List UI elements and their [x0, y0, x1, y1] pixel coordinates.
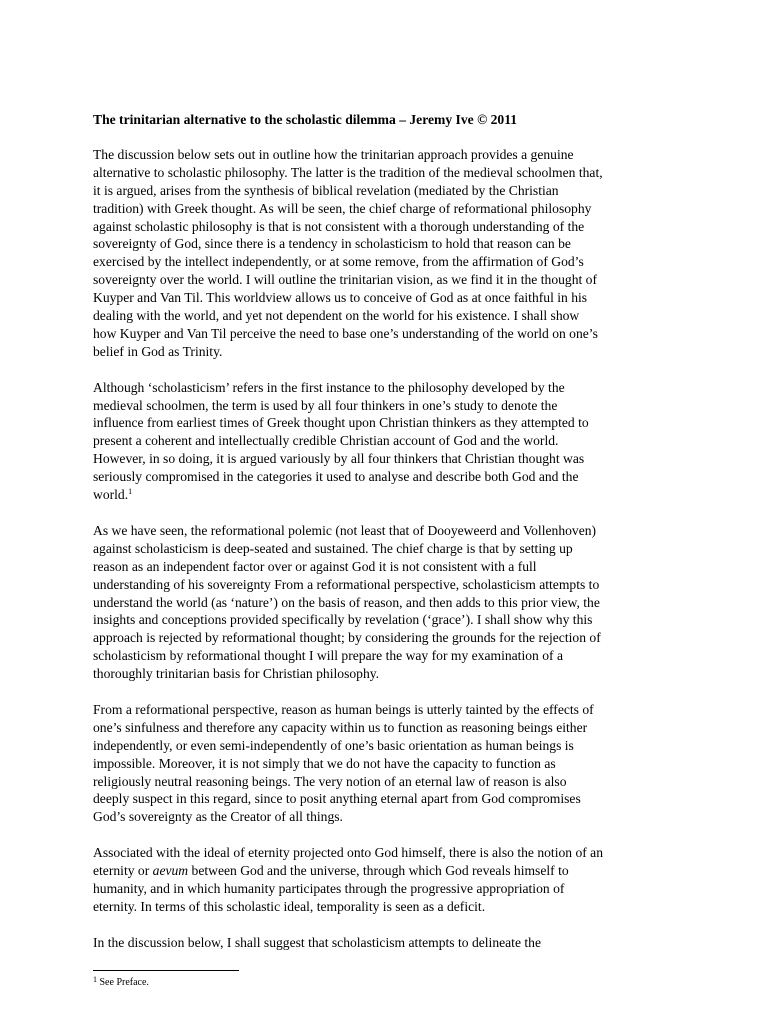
text-line: independently, or even semi-independently of one’s basic orientation as human beings is [93, 737, 574, 753]
document-title: The trinitarian alternative to the scholastic dilemma – Jeremy Ive © 2011 [93, 112, 518, 127]
text-line-with-footnote [93, 486, 683, 504]
text-fragment: eternity or [93, 863, 153, 879]
text-line: how Kuyper and Van Til perceive the need to base one’s understanding of the world on one’s [93, 325, 598, 341]
text-line: thoroughly trinitarian basis for Christian philosophy. [93, 666, 380, 682]
text-line: one’s sinfulness and therefore any capacity within us to function as reasoning beings either [93, 719, 588, 735]
text-line: exercised by the intellect independently, or at some remove, from the affirmation of God’s [93, 254, 584, 270]
text-line: present a coherent and intellectually credible Christian account of God and the world. [93, 433, 559, 449]
text-line: impossible. Moreover, it is not simply that we do not have the capacity to function as [93, 755, 556, 771]
text-line: However, in so doing, it is argued variously by all four thinkers that Christian thought was [93, 451, 585, 467]
text-line: scholasticism by reformational thought I will prepare the way for my examination of a [93, 648, 563, 664]
text-line: God’s sovereignty as the Creator of all things. [93, 809, 343, 825]
text-line: understand the world (as ‘nature’) on the basis of reason, and then adds to this prior view, the [93, 594, 600, 610]
text-line: it is argued, arises from the synthesis of biblical revelation (mediated by the Christian [93, 182, 559, 198]
paragraph-intro [93, 146, 683, 361]
text-line: tradition) with Greek thought. As will be seen, the chief charge of reformational philosophy [93, 200, 592, 216]
footnote-divider [93, 970, 239, 971]
text-line: eternity. In terms of this scholastic ideal, temporality is seen as a deficit. [93, 898, 486, 914]
text-line: Kuyper and Van Til. This worldview allows us to conceive of God as at once faithful in his [93, 290, 588, 306]
text-line: belief in God as Trinity. [93, 343, 223, 359]
text-line: alternative to scholastic philosophy. The latter is the tradition of the medieval schoolmen that, [93, 164, 603, 180]
text-line: From a reformational perspective, reason as human beings is utterly tainted by the effects of [93, 701, 594, 717]
footnote-number: 1 [93, 975, 97, 984]
footnote-text: See Preface. [99, 977, 149, 988]
text-line: sovereignty of God, since there is a tendency in scholasticism to hold that reason can be [93, 236, 571, 252]
text-line: Although ‘scholasticism’ refers in the first instance to the philosophy developed by the [93, 379, 565, 395]
text-fragment: world. [93, 487, 129, 503]
text-line: seriously compromised in the categories it used to analyse and describe both God and the [93, 469, 579, 485]
text-line: insights and conceptions provided specifically by revelation (‘grace’). I shall show why this [93, 612, 593, 628]
text-line-with-italic [93, 862, 683, 880]
paragraph-scholasticism [93, 379, 683, 504]
text-line: The discussion below sets out in outline how the trinitarian approach provides a genuine [93, 146, 574, 162]
italic-term: aevum [152, 863, 189, 879]
text-line: deeply suspect in this regard, since to posit anything eternal apart from God compromises [93, 791, 581, 807]
paragraph-reformational-polemic [93, 522, 683, 683]
footnote [93, 977, 149, 989]
text-line: humanity, and in which humanity participates through the progressive appropriation of [93, 881, 565, 896]
paragraph-eternity [93, 844, 683, 916]
text-line: dealing with the world, and yet not dependent on the world for his existence. I shall show [93, 308, 580, 324]
text-line: against scholastic philosophy is that is not consistent with a thorough understanding of the [93, 218, 585, 234]
document-page [93, 111, 683, 952]
text-line: understanding of his sovereignty From a reformational perspective, scholasticism attempts to [93, 576, 600, 592]
text-fragment: between God and the universe, through which God reveals himself to [188, 863, 569, 879]
paragraph-discussion-below [93, 934, 683, 952]
paragraph-reason-tainted [93, 701, 683, 826]
text-line: approach is rejected by reformational thought; by considering the grounds for the rejection of [93, 630, 601, 646]
text-line: influence from earliest times of Greek thought upon Christian thinkers as they attempted to [93, 415, 589, 431]
text-line: As we have seen, the reformational polemic (not least that of Dooyeweerd and Vollenhoven) [93, 522, 597, 538]
text-line: against scholasticism is deep-seated and sustained. The chief charge is that by setting up [93, 540, 573, 556]
text-line: In the discussion below, I shall suggest that scholasticism attempts to delineate the [93, 934, 542, 950]
text-line: Associated with the ideal of eternity projected onto God himself, there is also the notion of an [93, 845, 604, 861]
text-line: medieval schoolmen, the term is used by all four thinkers in one’s study to denote the [93, 397, 558, 413]
text-line: sovereignty over the world. I will outline the trinitarian vision, as we find it in the thought of [93, 272, 598, 288]
footnote-reference[interactable]: 1 [128, 487, 133, 497]
text-line: reason as an independent factor over or against God it is not consistent with a full [93, 558, 537, 574]
text-line: religiously neutral reasoning beings. The very notion of an eternal law of reason is also [93, 773, 567, 789]
